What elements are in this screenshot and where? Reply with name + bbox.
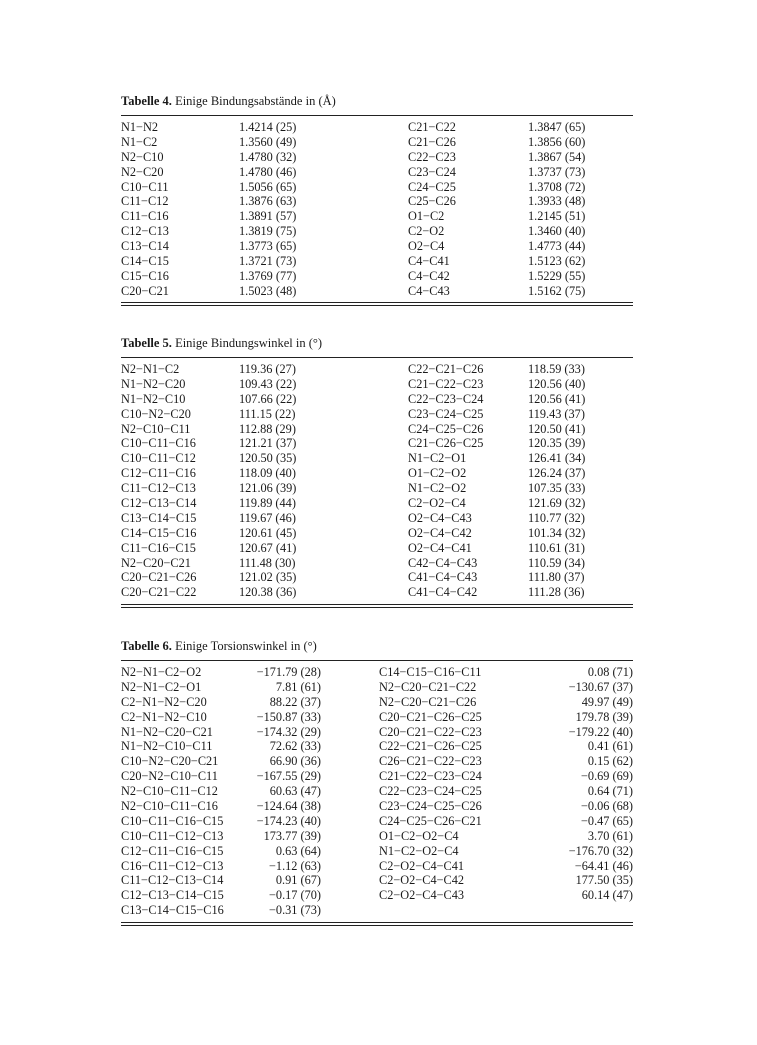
table6-value-right-cell: −0.69 (69): [580, 769, 633, 784]
table4-bond-right-cell: C2−O2: [408, 224, 445, 239]
table6-bond-left-cell: C20−N2−C10−C11: [121, 769, 218, 784]
table4-value-right-cell: 1.3460 (40): [528, 224, 586, 239]
table5-bond-left-cell: C10−N2−C20: [121, 406, 191, 421]
table-row: [121, 511, 633, 526]
table5-bond-right-cell: N1−C2−O1: [408, 451, 467, 466]
table5-bond-left-cell: N2−C10−C11: [121, 421, 191, 436]
table4-value-right-cell: 1.4773 (44): [528, 239, 586, 254]
table6-value-left-cell: 60.63 (47): [269, 784, 321, 799]
table-row: [121, 284, 633, 299]
table6-value-right-cell: 0.15 (62): [587, 754, 633, 769]
table6-value-right-cell: −0.47 (65): [580, 813, 633, 828]
table6-bond-right-cell: C23−C24−C25−C26: [379, 799, 482, 814]
table5-value-right-cell: 110.77 (32): [528, 510, 585, 525]
table5-bond-right-cell: C23−C24−C25: [408, 406, 484, 421]
table6-value-left-cell: −174.23 (40): [256, 813, 321, 828]
table6-bond-left-cell: C10−N2−C20−C21: [121, 754, 219, 769]
table4-bond-right-cell: C24−C25: [408, 179, 456, 194]
table6-bond-right-cell: C22−C23−C24−C25: [379, 784, 482, 799]
table-row: [121, 556, 633, 571]
table-4: [121, 94, 633, 306]
table-row: [121, 407, 633, 422]
table-6: [121, 639, 633, 926]
table-5-rows: [121, 358, 633, 604]
table5-value-right-cell: 110.61 (31): [528, 540, 585, 555]
table-4-bottom-rule: [121, 302, 633, 306]
table-row: [121, 585, 633, 600]
table6-value-left-cell: −0.17 (70): [268, 888, 321, 903]
table6-value-right-cell: 0.64 (71): [587, 784, 633, 799]
table-row: [121, 665, 633, 680]
table4-value-left-cell: 1.5056 (65): [239, 179, 297, 194]
table-row: [121, 570, 633, 585]
table-row: [121, 725, 633, 740]
table-row: [121, 754, 633, 769]
table4-bond-left-cell: C11−C16: [121, 209, 169, 224]
table-row: [121, 209, 633, 224]
table4-value-right-cell: 1.5162 (75): [528, 283, 586, 298]
table-row: [121, 799, 633, 814]
table6-value-right-cell: 0.08 (71): [587, 665, 633, 679]
table5-value-right-cell: 126.24 (37): [528, 466, 586, 481]
table6-bond-right-cell: C2−O2−C4−C42: [379, 873, 465, 888]
table6-bond-left-cell: C2−N1−N2−C10: [121, 709, 207, 724]
table5-bond-left-cell: N2−N1−C2: [121, 362, 180, 376]
table-row: [121, 377, 633, 392]
table6-bond-left-cell: C10−C11−C12−C13: [121, 828, 224, 843]
table4-value-left-cell: 1.5023 (48): [239, 283, 297, 298]
table4-bond-right-cell: C4−C42: [408, 268, 450, 283]
table5-bond-left-cell: C10−C11−C16: [121, 436, 196, 451]
table5-value-left-cell: 120.61 (45): [239, 525, 297, 540]
table4-bond-left-cell: C10−C11: [121, 179, 169, 194]
table5-bond-left-cell: N2−C20−C21: [121, 555, 191, 570]
table-row: [121, 526, 633, 541]
table5-value-left-cell: 121.02 (35): [239, 570, 297, 585]
table-row: [121, 254, 633, 269]
table6-bond-left-cell: N2−C10−C11−C16: [121, 799, 218, 814]
table5-bond-left-cell: C11−C12−C13: [121, 481, 196, 496]
table6-bond-right-cell: C2−O2−C4−C43: [379, 888, 465, 903]
table6-bond-right-cell: C24−C25−C26−C21: [379, 813, 482, 828]
table6-bond-right-cell: N1−C2−O2−C4: [379, 843, 459, 858]
table-row: [121, 680, 633, 695]
table5-value-left-cell: 120.67 (41): [239, 540, 297, 555]
table-5: [121, 336, 633, 608]
table4-value-left-cell: 1.3769 (77): [239, 268, 297, 283]
table6-value-left-cell: 173.77 (39): [263, 828, 321, 843]
table4-bond-left-cell: C15−C16: [121, 268, 169, 283]
table6-value-left-cell: 0.91 (67): [275, 873, 321, 888]
table6-value-right-cell: 0.41 (61): [587, 739, 633, 754]
table-row: [121, 695, 633, 710]
table5-value-left-cell: 112.88 (29): [239, 421, 296, 436]
table-row: [121, 436, 633, 451]
table6-bond-right-cell: C20−C21−C22−C23: [379, 724, 482, 739]
table6-value-right-cell: −64.41 (46): [574, 858, 633, 873]
table4-bond-left-cell: N2−C20: [121, 164, 164, 179]
table4-value-left-cell: 1.4780 (46): [239, 164, 297, 179]
table6-value-left-cell: 66.90 (36): [269, 754, 321, 769]
table-5-caption-text: Einige Bindungswinkel in (°): [171, 336, 323, 350]
table-5-caption-label: Tabelle 5.: [121, 336, 172, 350]
table4-bond-right-cell: O2−C4: [408, 239, 445, 254]
table4-value-right-cell: 1.3708 (72): [528, 179, 586, 194]
table4-value-right-cell: 1.3867 (54): [528, 149, 586, 164]
table6-bond-left-cell: C10−C11−C16−C15: [121, 813, 224, 828]
table6-value-right-cell: 3.70 (61): [587, 828, 633, 843]
table4-bond-right-cell: C21−C26: [408, 134, 456, 149]
table5-bond-right-cell: C2−O2−C4: [408, 496, 466, 511]
table-5-bottom-rule: [121, 604, 633, 608]
table6-bond-left-cell: C11−C12−C13−C14: [121, 873, 224, 888]
table5-bond-right-cell: O2−C4−C43: [408, 510, 472, 525]
table4-bond-right-cell: C22−C23: [408, 149, 456, 164]
table-row: [121, 120, 633, 135]
table4-value-left-cell: 1.3560 (49): [239, 134, 297, 149]
table6-bond-right-cell: O1−C2−O2−C4: [379, 828, 459, 843]
table-row: [121, 135, 633, 150]
table6-bond-left-cell: C2−N1−N2−C20: [121, 694, 207, 709]
table5-bond-right-cell: C41−C4−C43: [408, 570, 478, 585]
table5-value-left-cell: 119.67 (46): [239, 510, 296, 525]
table5-bond-right-cell: C21−C26−C25: [408, 436, 484, 451]
table6-bond-left-cell: C16−C11−C12−C13: [121, 858, 224, 873]
table6-value-right-cell: −0.06 (68): [580, 799, 633, 814]
table4-value-left-cell: 1.4214 (25): [239, 120, 297, 134]
table6-bond-right-cell: C26−C21−C22−C23: [379, 754, 482, 769]
table5-bond-right-cell: N1−C2−O2: [408, 481, 467, 496]
table4-bond-left-cell: N1−N2: [121, 120, 158, 134]
table6-value-left-cell: −150.87 (33): [256, 709, 321, 724]
table-4-caption-label: Tabelle 4.: [121, 94, 172, 108]
table5-value-left-cell: 119.89 (44): [239, 496, 296, 511]
table-row: [121, 903, 633, 918]
table5-value-right-cell: 110.59 (34): [528, 555, 585, 570]
table5-bond-right-cell: O2−C4−C42: [408, 525, 472, 540]
table-row: [121, 710, 633, 725]
table4-value-right-cell: 1.5229 (55): [528, 268, 586, 283]
table5-value-right-cell: 111.80 (37): [528, 570, 585, 585]
table6-bond-right-cell: N2−C20−C21−C26: [379, 694, 477, 709]
table6-value-right-cell: 177.50 (35): [575, 873, 633, 888]
table6-bond-right-cell: C2−O2−C4−C41: [379, 858, 465, 873]
table-row: [121, 194, 633, 209]
table4-value-left-cell: 1.3819 (75): [239, 224, 297, 239]
table6-bond-left-cell: N2−N1−C2−O2: [121, 665, 202, 679]
table-row: [121, 844, 633, 859]
table4-bond-left-cell: N1−C2: [121, 134, 158, 149]
table6-value-left-cell: −171.79 (28): [256, 665, 321, 679]
table4-value-right-cell: 1.3933 (48): [528, 194, 586, 209]
table-row: [121, 451, 633, 466]
table5-value-right-cell: 120.35 (39): [528, 436, 586, 451]
table4-bond-left-cell: C11−C12: [121, 194, 169, 209]
table-6-caption: [121, 639, 633, 653]
table4-bond-right-cell: C21−C22: [408, 120, 456, 134]
table5-bond-right-cell: C22−C21−C26: [408, 362, 484, 376]
table6-value-left-cell: −124.64 (38): [256, 799, 321, 814]
table5-value-left-cell: 111.48 (30): [239, 555, 296, 570]
table-row: [121, 150, 633, 165]
table5-value-right-cell: 119.43 (37): [528, 406, 585, 421]
table6-value-right-cell: 179.78 (39): [575, 709, 633, 724]
table6-value-right-cell: −179.22 (40): [568, 724, 633, 739]
table-row: [121, 165, 633, 180]
table4-value-left-cell: 1.3773 (65): [239, 239, 297, 254]
table-row: [121, 392, 633, 407]
table6-value-right-cell: 60.14 (47): [581, 888, 633, 903]
table6-value-left-cell: 88.22 (37): [269, 694, 321, 709]
table-row: [121, 269, 633, 284]
table5-value-left-cell: 119.36 (27): [239, 362, 296, 376]
table6-value-right-cell: 49.97 (49): [581, 694, 633, 709]
table5-bond-left-cell: C12−C11−C16: [121, 466, 196, 481]
table-6-rows: [121, 661, 633, 922]
table5-bond-left-cell: C10−C11−C12: [121, 451, 196, 466]
table-6-caption-label: Tabelle 6.: [121, 639, 172, 653]
table5-bond-right-cell: C24−C25−C26: [408, 421, 484, 436]
table5-bond-left-cell: C12−C13−C14: [121, 496, 197, 511]
table-row: [121, 422, 633, 437]
table4-value-left-cell: 1.3891 (57): [239, 209, 297, 224]
table5-value-right-cell: 118.59 (33): [528, 362, 585, 376]
table5-value-left-cell: 107.66 (22): [239, 391, 297, 406]
table6-value-left-cell: 0.63 (64): [275, 843, 321, 858]
table5-value-right-cell: 120.56 (41): [528, 391, 586, 406]
table-row: [121, 829, 633, 844]
table5-bond-left-cell: C14−C15−C16: [121, 525, 197, 540]
table6-bond-left-cell: C12−C13−C14−C15: [121, 888, 224, 903]
table4-bond-left-cell: C13−C14: [121, 239, 169, 254]
table-row: [121, 239, 633, 254]
table5-bond-left-cell: C20−C21−C22: [121, 585, 197, 600]
table-6-bottom-rule: [121, 922, 633, 926]
table-row: [121, 362, 633, 377]
table4-bond-right-cell: C4−C41: [408, 254, 450, 269]
table5-bond-left-cell: N1−N2−C10: [121, 391, 186, 406]
table6-bond-right-cell: C21−C22−C23−C24: [379, 769, 482, 784]
table6-value-left-cell: −167.55 (29): [256, 769, 321, 784]
table-6-caption-text: Einige Torsionswinkel in (°): [171, 639, 317, 653]
table5-bond-left-cell: C11−C16−C15: [121, 540, 196, 555]
table-row: [121, 873, 633, 888]
table5-value-right-cell: 111.28 (36): [528, 585, 585, 600]
table4-value-left-cell: 1.4780 (32): [239, 149, 297, 164]
table6-bond-right-cell: C14−C15−C16−C11: [379, 665, 482, 679]
table4-value-right-cell: 1.5123 (62): [528, 254, 586, 269]
table5-value-right-cell: 101.34 (32): [528, 525, 586, 540]
table5-value-right-cell: 126.41 (34): [528, 451, 586, 466]
table4-bond-left-cell: C14−C15: [121, 254, 169, 269]
table4-value-right-cell: 1.3856 (60): [528, 134, 586, 149]
table4-bond-right-cell: C25−C26: [408, 194, 456, 209]
table6-value-right-cell: −130.67 (37): [568, 679, 633, 694]
table6-value-right-cell: −176.70 (32): [568, 843, 633, 858]
table6-bond-right-cell: C22−C21−C26−C25: [379, 739, 482, 754]
table4-bond-right-cell: O1−C2: [408, 209, 445, 224]
table5-bond-right-cell: C41−C4−C42: [408, 585, 478, 600]
table6-bond-left-cell: N1−N2−C10−C11: [121, 739, 213, 754]
table4-bond-left-cell: C20−C21: [121, 283, 169, 298]
table6-bond-right-cell: N2−C20−C21−C22: [379, 679, 477, 694]
table6-value-left-cell: 72.62 (33): [269, 739, 321, 754]
table5-value-right-cell: 120.56 (40): [528, 376, 586, 391]
table4-value-left-cell: 1.3876 (63): [239, 194, 297, 209]
table6-bond-left-cell: N1−N2−C20−C21: [121, 724, 213, 739]
table5-bond-right-cell: C21−C22−C23: [408, 376, 484, 391]
table-4-caption: [121, 94, 633, 108]
table-row: [121, 859, 633, 874]
table4-bond-left-cell: C12−C13: [121, 224, 169, 239]
table5-value-left-cell: 109.43 (22): [239, 376, 297, 391]
table6-value-left-cell: −1.12 (63): [268, 858, 321, 873]
table5-value-left-cell: 120.50 (35): [239, 451, 297, 466]
table5-bond-right-cell: O1−C2−O2: [408, 466, 467, 481]
table6-bond-left-cell: C12−C11−C16−C15: [121, 843, 224, 858]
table6-value-left-cell: 7.81 (61): [275, 679, 321, 694]
table5-bond-right-cell: C22−C23−C24: [408, 391, 484, 406]
table5-value-right-cell: 107.35 (33): [528, 481, 586, 496]
table5-bond-left-cell: C13−C14−C15: [121, 510, 197, 525]
table4-bond-right-cell: C4−C43: [408, 283, 450, 298]
table-5-caption: [121, 336, 633, 350]
table-row: [121, 739, 633, 754]
table5-value-right-cell: 121.69 (32): [528, 496, 586, 511]
table-row: [121, 541, 633, 556]
table5-value-left-cell: 118.09 (40): [239, 466, 296, 481]
table-row: [121, 180, 633, 195]
table5-bond-right-cell: O2−C4−C41: [408, 540, 472, 555]
table-row: [121, 481, 633, 496]
table6-value-left-cell: −174.32 (29): [256, 724, 321, 739]
table6-bond-left-cell: N2−N1−C2−O1: [121, 679, 202, 694]
table5-bond-left-cell: C20−C21−C26: [121, 570, 197, 585]
table4-bond-right-cell: C23−C24: [408, 164, 456, 179]
table-row: [121, 466, 633, 481]
table5-bond-left-cell: N1−N2−C20: [121, 376, 186, 391]
table6-bond-right-cell: C20−C21−C26−C25: [379, 709, 482, 724]
table4-value-right-cell: 1.3847 (65): [528, 120, 586, 134]
table4-bond-left-cell: N2−C10: [121, 149, 164, 164]
table-row: [121, 814, 633, 829]
table-row: [121, 224, 633, 239]
table-row: [121, 784, 633, 799]
table-row: [121, 888, 633, 903]
table5-value-left-cell: 121.06 (39): [239, 481, 297, 496]
table-4-rows: [121, 116, 633, 302]
table-row: [121, 769, 633, 784]
table4-value-right-cell: 1.2145 (51): [528, 209, 586, 224]
table6-value-left-cell: −0.31 (73): [268, 903, 321, 918]
table5-value-left-cell: 120.38 (36): [239, 585, 297, 600]
table4-value-left-cell: 1.3721 (73): [239, 254, 297, 269]
table6-bond-left-cell: N2−C10−C11−C12: [121, 784, 218, 799]
table6-bond-left-cell: C13−C14−C15−C16: [121, 903, 224, 918]
table5-bond-right-cell: C42−C4−C43: [408, 555, 478, 570]
table5-value-left-cell: 111.15 (22): [239, 406, 296, 421]
table5-value-left-cell: 121.21 (37): [239, 436, 297, 451]
table-row: [121, 496, 633, 511]
table5-value-right-cell: 120.50 (41): [528, 421, 586, 436]
table4-value-right-cell: 1.3737 (73): [528, 164, 586, 179]
table-4-caption-text: Einige Bindungsabstände in (Å): [171, 94, 336, 108]
